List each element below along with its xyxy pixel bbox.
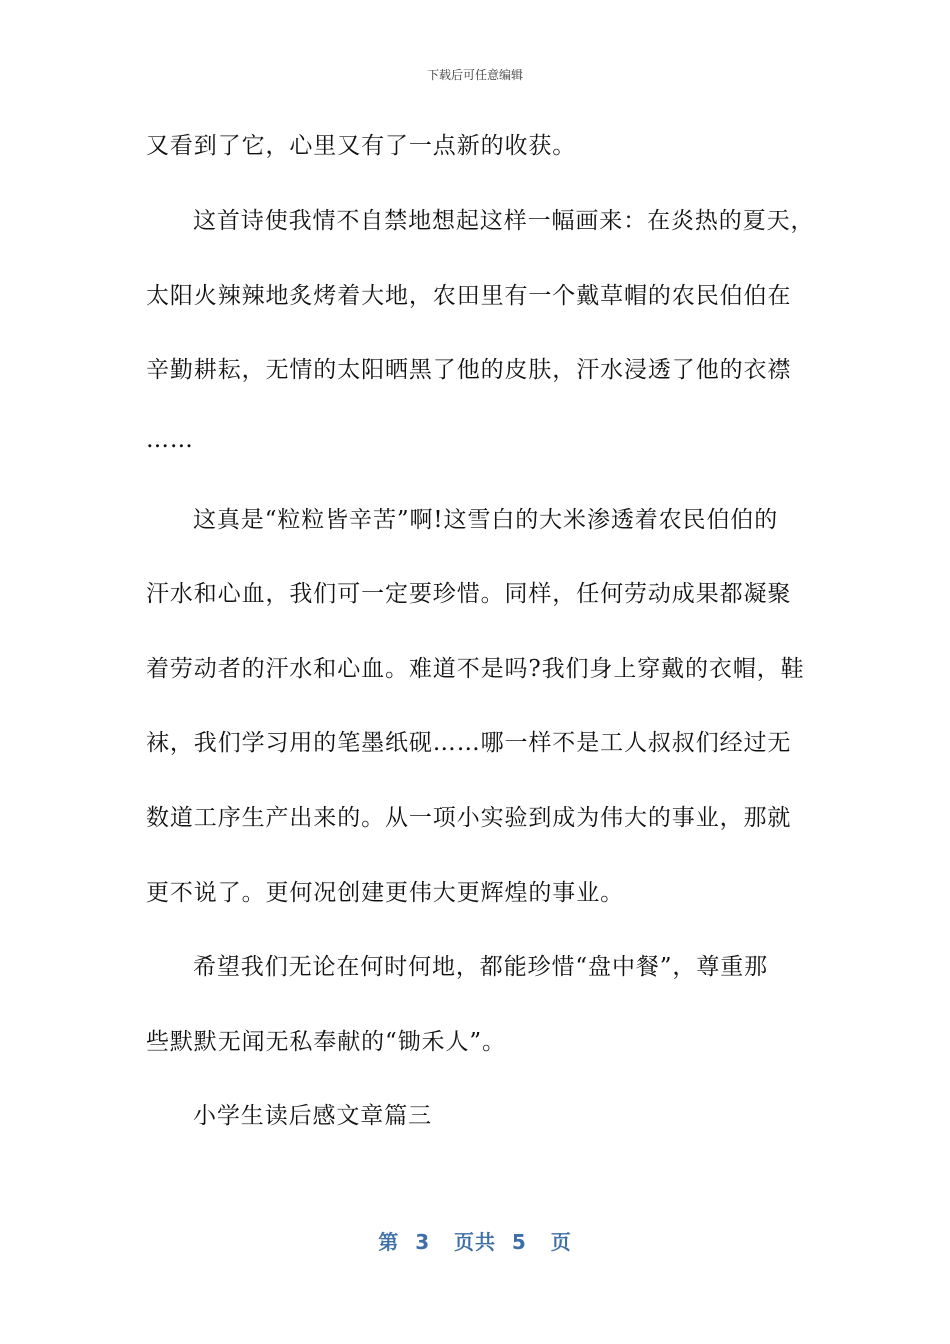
text-line: 太阳火辣辣地炙烤着大地，农田里有一个戴草帽的农民伯伯在	[146, 283, 792, 309]
text-line: 数道工序生产出来的。从一项小实验到成为伟大的事业，那就	[146, 805, 792, 831]
header-note: 下载后可任意编辑	[426, 68, 523, 82]
text-line: 希望我们无论在何时何地，都能珍惜“盘中餐”，尊重那	[193, 954, 769, 980]
text-line: 袜，我们学习用的笔墨纸砚……哪一样不是工人叔叔们经过无	[146, 730, 792, 756]
section-heading: 小学生读后感文章篇三	[193, 1103, 432, 1129]
text-line: 这首诗使我情不自禁地想起这样一幅画来：在炎热的夏天，	[193, 208, 815, 234]
text-line: 这真是“粒粒皆辛苦”啊!这雪白的大米渗透着农民伯伯的	[193, 507, 779, 533]
text-line: 更不说了。更何况创建更伟大更辉煌的事业。	[146, 880, 624, 906]
text-line: 又看到了它，心里又有了一点新的收获。	[146, 133, 577, 159]
page-indicator: 第 3 页共 5 页	[378, 1230, 572, 1254]
text-line: ……	[146, 427, 194, 453]
text-line: 些默默无闻无私奉献的“锄禾人”。	[146, 1029, 506, 1055]
text-line: 着劳动者的汗水和心血。难道不是吗?我们身上穿戴的衣帽，鞋	[146, 656, 805, 682]
text-line: 辛勤耕耘，无情的太阳晒黑了他的皮肤，汗水浸透了他的衣襟	[146, 357, 792, 383]
text-line: 汗水和心血，我们可一定要珍惜。同样，任何劳动成果都凝聚	[146, 581, 792, 607]
